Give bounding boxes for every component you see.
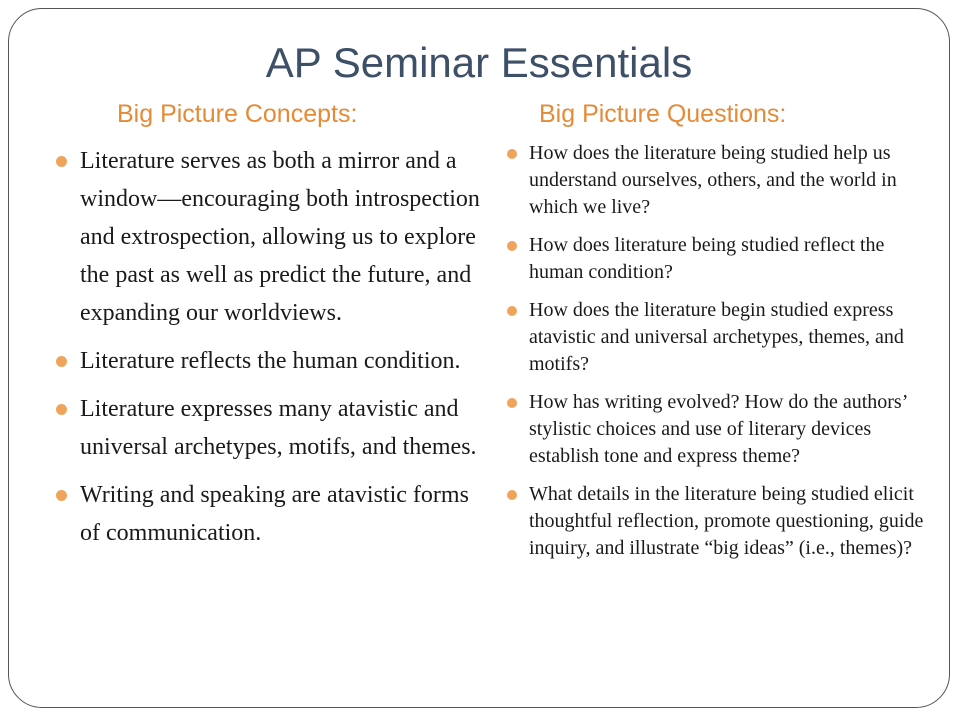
bullet-icon (56, 356, 67, 367)
question-text: How does the literature begin studied express atavistic and universal archetypes, themes, and motifs? (529, 299, 904, 375)
question-item (505, 481, 943, 562)
question-text: What details in the literature being studied elicit thoughtful reflection, promote questioning, guide inquiry, and illustrate “big ideas” (i.e., themes)? (529, 483, 924, 559)
concept-item (53, 342, 493, 380)
bullet-icon (507, 398, 517, 408)
concept-item (53, 142, 493, 332)
question-text: How has writing evolved? How do the authors’ stylistic choices and use of literary devices establish tone and express theme? (529, 391, 907, 467)
question-item (505, 232, 943, 286)
concept-text: Literature expresses many atavistic and universal archetypes, motifs, and themes. (80, 396, 477, 460)
questions-heading: Big Picture Questions: (539, 100, 787, 128)
slide-title: AP Seminar Essentials (265, 39, 693, 86)
questions-list (505, 140, 943, 573)
concepts-heading: Big Picture Concepts: (117, 100, 358, 128)
bullet-icon (56, 404, 67, 415)
question-item (505, 140, 943, 221)
concept-item (53, 476, 493, 552)
bullet-icon (507, 490, 517, 500)
concept-text: Literature serves as both a mirror and a window—encouraging both introspection and extrospection, allowing us to explore the past as well as predict the future, and expanding our worldviews. (80, 148, 480, 326)
question-text: How does the literature being studied help us understand ourselves, others, and the world in which we live? (529, 142, 897, 218)
bullet-icon (56, 156, 67, 167)
concept-text: Writing and speaking are atavistic forms of communication. (80, 482, 469, 546)
bullet-icon (507, 241, 517, 251)
bullet-icon (507, 149, 517, 159)
bullet-icon (507, 306, 517, 316)
concepts-list (53, 142, 493, 562)
question-item (505, 297, 943, 378)
bullet-icon (56, 490, 67, 501)
question-item (505, 389, 943, 470)
question-text: How does literature being studied reflect the human condition? (529, 234, 885, 283)
slide (8, 8, 950, 708)
concept-text: Literature reflects the human condition. (80, 348, 461, 374)
concept-item (53, 390, 493, 466)
